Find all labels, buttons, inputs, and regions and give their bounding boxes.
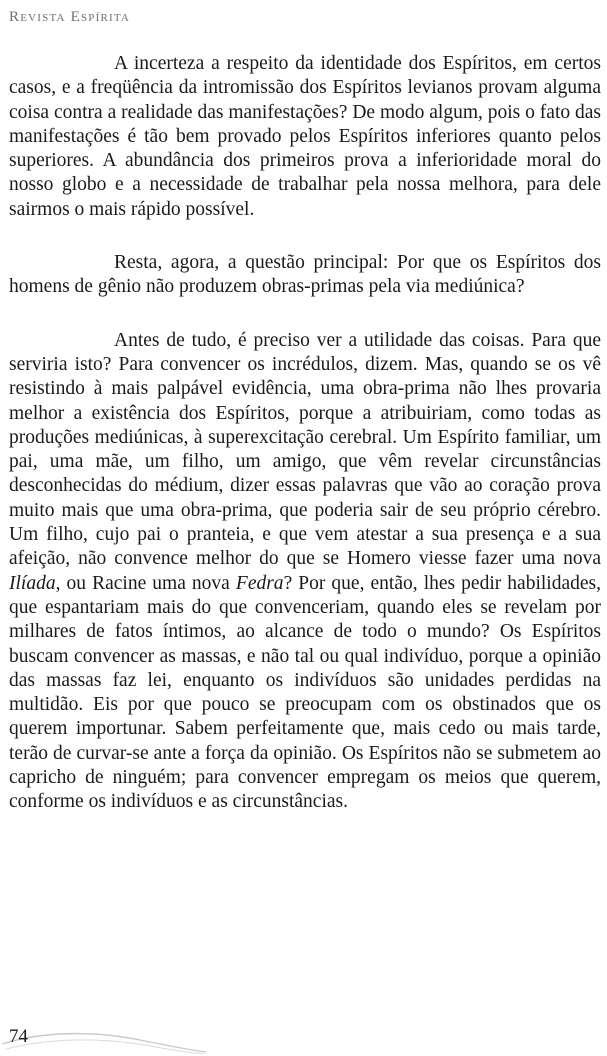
running-header: Revista Espírita [9,9,131,25]
paragraph-3-text-part-3: ? Por que, então, lhes pedir habilidades, que espantariam mais do que convenceriam, quando eles se revelam por milhares de fatos íntimos, ao alcance de todo o mundo? Os Espíritos buscam convencer as massas, e não tal ou qual indivíduo, porque a opinião das massas faz lei, enquanto os indivíduos são unidades perdidas na multidão. Eis por que pouco se preocupam com os obstinados que os querem importunar. Sabem perfeitamente que, mais cedo ou mais tarde, terão de curvar-se ante a força da opinião. Os Espíritos não se submetem ao capricho de ninguém; para convencer empregam os meios que querem, conforme os indivíduos e as circunstâncias. [9,572,601,813]
body-paragraph-3 [9,329,601,815]
italic-title-fedra: Fedra [235,572,284,594]
italic-title-iliada: Ilíada [9,572,56,594]
paragraph-3-text-part-1: Antes de tudo, é preciso ver a utilidade das coisas. Para que serviria isto? Para convencer os incrédulos, dizem. Mas, quando se os vê resistindo à mais palpável evidência, uma obra-prima não lhes provaria melhor a existência dos Espíritos, porque a atribuiriam, como todas as produções mediúnicas, à superexcitação cerebral. Um Espírito familiar, um pai, uma mãe, um filho, um amigo, que vêm revelar circunstâncias desconhecidas do médium, dizer essas palavras que vão ao coração prova muito mais que uma obra-prima, que poderia sair de seu próprio cérebro. Um filho, cujo pai o pranteia, e que vem atestar a sua presença e a sua afeição, não convence melhor do que se Homero viesse fazer uma nova [9,329,601,570]
body-paragraph-2: Resta, agora, a questão principal: Por que os Espíritos dos homens de gênio não produzem obras-primas pela via mediúnica? [9,252,601,298]
page-number: 74 [9,1026,28,1047]
swash-ornament-icon [0,1022,210,1056]
body-paragraph-1: A incerteza a respeito da identidade dos Espíritos, em certos casos, e a freqüência da intromissão dos Espíritos levianos provam alguma coisa contra a realidade das manifestações? De modo algum, pois o fato das manifestações é tão bem provado pelos Espíritos inferiores quanto pelos superiores. A abundância dos primeiros prova a inferioridade moral do nosso globo e a necessidade de trabalhar pela nossa melhora, para dele sairmos o mais rápido possível. [9,53,601,220]
page-body-text [9,52,601,815]
paragraph-3-text-part-2: , ou Racine uma nova [55,572,236,594]
